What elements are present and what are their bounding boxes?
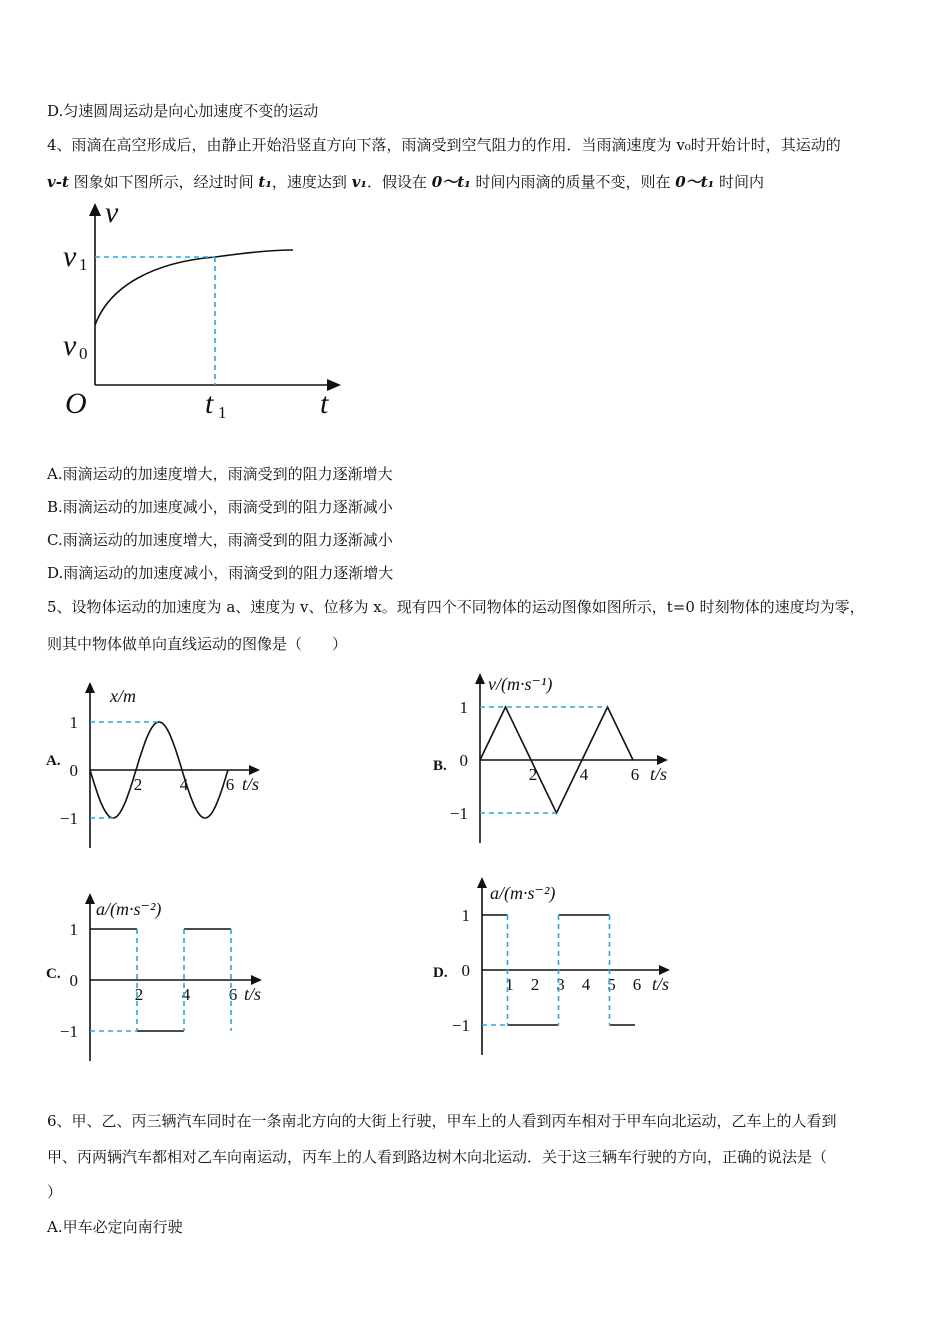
q4-stem-line2	[47, 172, 764, 192]
q4-v0-label: v	[63, 329, 77, 362]
q4-stem-text: 时间内雨滴的质量不变，则在	[470, 173, 676, 191]
q5-chart-c	[0, 875, 320, 1060]
x-tick-label: 4	[179, 775, 189, 794]
y-tick-label: −1	[59, 809, 78, 828]
q6-stem-line3: ）	[47, 1183, 63, 1201]
q4-y-arrow	[89, 203, 101, 216]
y-axis-arrow	[477, 877, 487, 888]
x-tick-label: 4	[181, 985, 191, 1004]
y-axis-arrow	[475, 673, 485, 684]
q4-stem-text: 图象如下图所示，经过时间	[68, 173, 259, 191]
q4-vt-term: v-t	[47, 173, 69, 191]
option-label: D.	[433, 965, 448, 981]
option-label: C.	[46, 966, 61, 982]
q4-origin-label: O	[65, 387, 87, 420]
y-axis-label: x/m	[110, 686, 136, 706]
y-tick-label: 0	[461, 961, 470, 980]
q4-v0-sub: 0	[79, 344, 88, 363]
q4-range-term: 0～t₁	[675, 173, 715, 191]
q4-option-a: A.雨滴运动的加速度增大，雨滴受到的阻力逐渐增大	[47, 465, 393, 483]
y-tick-label: 1	[461, 906, 470, 925]
y-tick-label: 1	[69, 713, 78, 732]
option-label: A.	[46, 753, 61, 769]
y-axis-arrow	[85, 893, 95, 904]
q4-t1-sub: 1	[218, 403, 227, 422]
y-axis-label: v/(m·s⁻¹)	[488, 674, 553, 694]
x-axis-label: t/s	[244, 984, 262, 1004]
q5-chart-a	[0, 670, 320, 845]
x-tick-label: 2	[528, 765, 538, 784]
q6-stem-line1: 6、甲、乙、丙三辆汽车同时在一条南北方向的大街上行驶，甲车上的人看到丙车相对于甲车向北运动，乙车上的人看到	[47, 1112, 837, 1130]
q4-t1-label: t	[205, 387, 214, 420]
y-tick-label: 1	[459, 698, 468, 717]
x-tick-label: 6	[228, 985, 238, 1004]
y-axis-label: a/(m·s⁻²)	[490, 883, 556, 903]
q4-v1-label: v	[63, 240, 77, 273]
q4-y-label: v	[105, 196, 119, 229]
option-label: B.	[433, 758, 447, 774]
q4-stem-text: 时间内	[714, 173, 764, 191]
q4-option-d: D.雨滴运动的加速度减小，雨滴受到的阻力逐渐增大	[47, 564, 394, 582]
y-tick-label: 0	[69, 971, 78, 990]
q4-option-c: C.雨滴运动的加速度增大，雨滴受到的阻力逐渐减小	[47, 531, 393, 549]
x-tick-label: 6	[225, 775, 235, 794]
y-tick-label: 1	[69, 920, 78, 939]
y-tick-label: −1	[451, 1016, 470, 1035]
y-tick-label: 0	[459, 751, 468, 770]
q6-option-a: A.甲车必定向南行驶	[47, 1218, 183, 1236]
q4-stem-line1: 4、雨滴在高空形成后，由静止开始沿竖直方向下落，雨滴受到空气阻力的作用．当雨滴速度为 v₀时开始计时，其运动的	[47, 136, 841, 154]
q4-x-label: t	[320, 387, 329, 420]
q4-v1-term: v₁	[351, 173, 367, 191]
q5-stem-line2: 则其中物体做单向直线运动的图像是（ ）	[47, 635, 348, 653]
q4-x-arrow	[327, 379, 341, 391]
y-tick-label: −1	[59, 1022, 78, 1041]
x-tick-label: 6	[632, 975, 642, 994]
x-tick-label: 2	[530, 975, 540, 994]
q4-range-term: 0～t₁	[431, 173, 471, 191]
q4-velocity-curve	[95, 250, 293, 325]
q5-stem-line1: 5、设物体运动的加速度为 a、速度为 v、位移为 x。现有四个不同物体的运动图像如图所示，t=0 时刻物体的速度均为零，	[47, 598, 865, 616]
x-tick-label: 2	[134, 985, 144, 1004]
q4-vt-graph	[55, 196, 355, 430]
y-axis-arrow	[85, 682, 95, 693]
q4-stem-text: ，速度达到	[271, 173, 352, 191]
x-tick-label: 4	[581, 975, 591, 994]
q5-chart-b	[420, 665, 720, 845]
y-tick-label: −1	[449, 804, 468, 823]
x-tick-label: 2	[133, 775, 143, 794]
x-axis-label: t/s	[652, 974, 670, 994]
y-tick-label: 0	[69, 761, 78, 780]
x-axis-label: t/s	[242, 774, 260, 794]
x-tick-label: 6	[630, 765, 640, 784]
x-tick-label: 1	[505, 975, 514, 994]
q4-option-b: B.雨滴运动的加速度减小，雨滴受到的阻力逐渐减小	[47, 498, 393, 516]
x-tick-label: 4	[579, 765, 589, 784]
y-axis-label: a/(m·s⁻²)	[96, 899, 162, 919]
x-tick-label: 5	[607, 975, 616, 994]
q4-v1-sub: 1	[79, 255, 88, 274]
q4-t1-term: t₁	[258, 173, 272, 191]
q5-chart-d	[420, 865, 720, 1060]
x-tick-label: 3	[556, 975, 565, 994]
x-axis-label: t/s	[650, 764, 668, 784]
q6-stem-line2: 甲、丙两辆汽车都相对乙车向南运动，丙车上的人看到路边树木向北运动．关于这三辆车行驶的方向，正确的说法是（	[47, 1148, 828, 1166]
q4-stem-text: ．假设在	[367, 173, 432, 191]
q3-option-d: D.匀速圆周运动是向心加速度不变的运动	[47, 102, 319, 120]
